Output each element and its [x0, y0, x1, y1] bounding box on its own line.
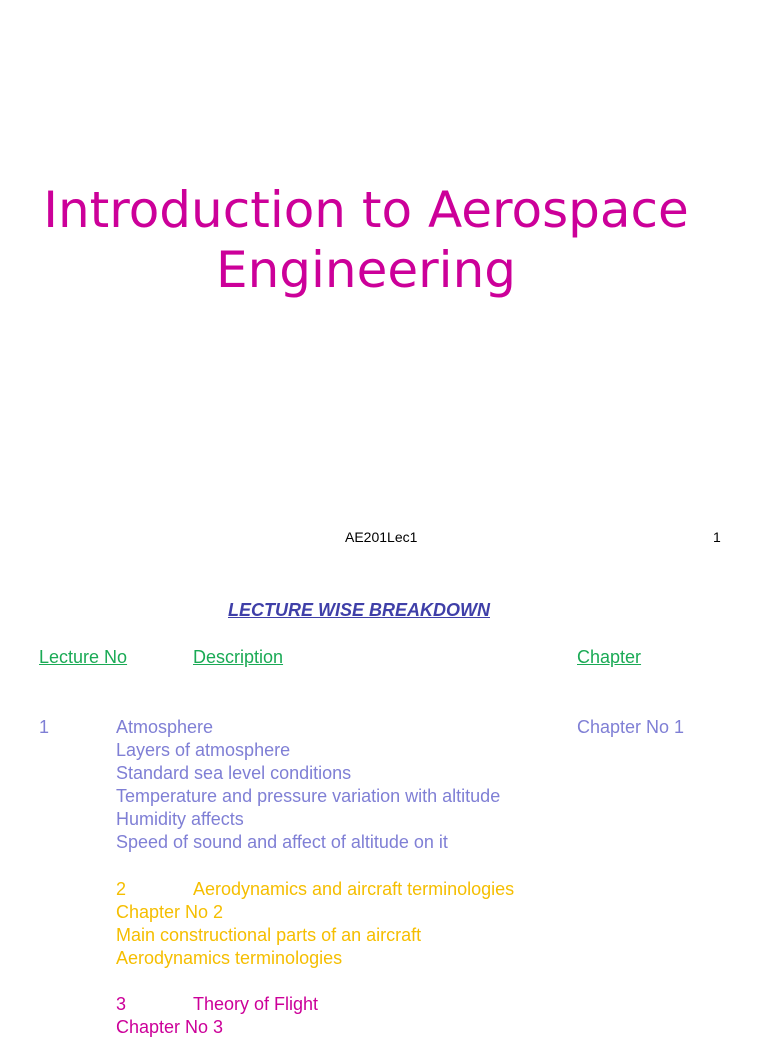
lecture-3-title: Theory of Flight: [193, 994, 319, 1014]
lecture-2-chapter: Chapter No 2: [116, 902, 224, 922]
lecture-3-chapter: Chapter No 3: [116, 1017, 224, 1037]
lecture-1-items: [116, 716, 500, 854]
list-item: Standard sea level conditions: [116, 763, 352, 783]
list-item: Temperature and pressure variation with altitude: [116, 786, 501, 806]
slide-title-line2: Engineering: [216, 241, 516, 299]
lecture-1-number: 1: [39, 717, 50, 737]
list-item: Main constructional parts of an aircraft: [116, 925, 422, 945]
lecture-2-number: 2: [116, 879, 127, 899]
lecture-2-title: Aerodynamics and aircraft terminologies: [193, 879, 515, 899]
slide-footer-code: AE201Lec1: [345, 529, 418, 545]
lecture-1-chapter: Chapter No 1: [577, 717, 685, 737]
list-item: Speed of sound and affect of altitude on it: [116, 832, 448, 852]
list-item: Layers of atmosphere: [116, 740, 291, 760]
lecture-2-items: [116, 901, 421, 970]
slide-title: [0, 180, 732, 300]
list-item: Aerodynamics terminologies: [116, 948, 343, 968]
list-item: Atmosphere: [116, 717, 214, 737]
column-header-description: Description: [193, 647, 284, 667]
column-header-chapter: Chapter: [577, 647, 642, 667]
lecture-3-number: 3: [116, 994, 127, 1014]
list-item: Humidity affects: [116, 809, 244, 829]
column-header-lecture-no: Lecture No: [39, 647, 128, 667]
slide-title-line1: Introduction to Aerospace: [43, 181, 689, 239]
page-number: 1: [713, 529, 721, 545]
section-heading: LECTURE WISE BREAKDOWN: [228, 600, 490, 620]
